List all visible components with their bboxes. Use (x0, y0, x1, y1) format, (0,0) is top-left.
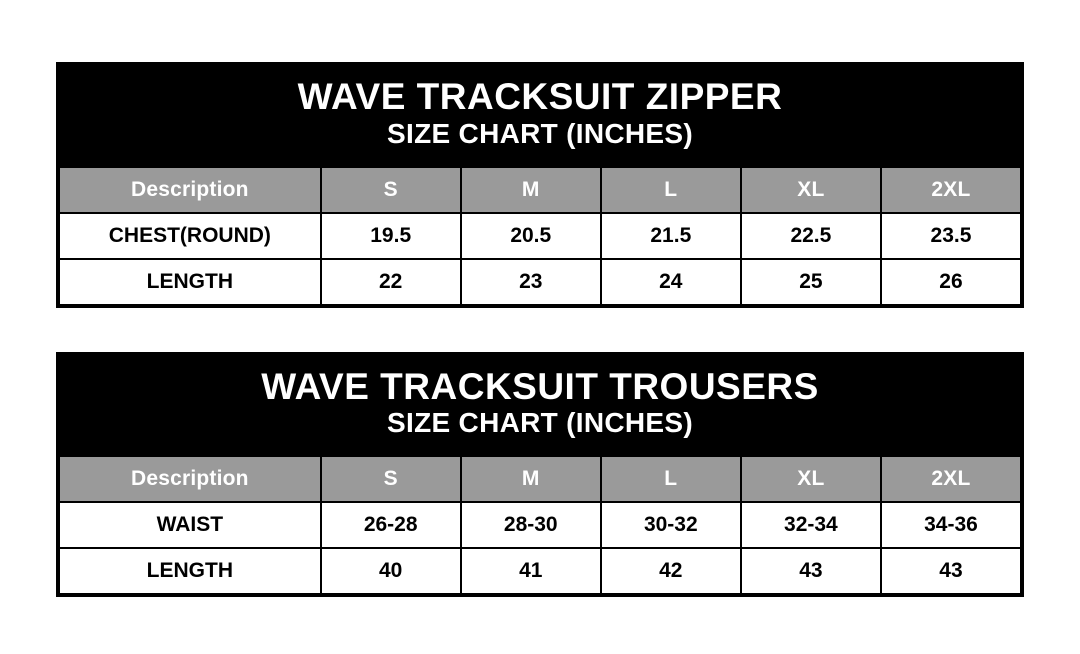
column-header-s: S (321, 456, 461, 502)
cell-waist-l: 30-32 (601, 502, 741, 548)
cell-length-xl: 43 (741, 548, 881, 594)
size-chart-zipper (56, 62, 1024, 308)
column-header-l: L (601, 167, 741, 213)
row-label-length: LENGTH (59, 548, 321, 594)
table-row (59, 259, 1021, 305)
cell-length-s: 40 (321, 548, 461, 594)
cell-length-s: 22 (321, 259, 461, 305)
trousers-chart-subtitle: SIZE CHART (INCHES) (387, 407, 693, 439)
trousers-chart-header (58, 354, 1022, 456)
cell-chest-2xl: 23.5 (881, 213, 1021, 259)
table-row (59, 502, 1021, 548)
trousers-size-table (58, 455, 1022, 595)
zipper-chart-header (58, 64, 1022, 166)
trousers-chart-title: WAVE TRACKSUIT TROUSERS (261, 365, 819, 407)
cell-length-2xl: 26 (881, 259, 1021, 305)
row-label-length: LENGTH (59, 259, 321, 305)
cell-waist-s: 26-28 (321, 502, 461, 548)
cell-chest-xl: 22.5 (741, 213, 881, 259)
column-header-m: M (461, 167, 601, 213)
cell-length-l: 24 (601, 259, 741, 305)
cell-waist-xl: 32-34 (741, 502, 881, 548)
column-header-2xl: 2XL (881, 167, 1021, 213)
zipper-chart-subtitle: SIZE CHART (INCHES) (387, 117, 693, 149)
table-row (59, 213, 1021, 259)
zipper-chart-title: WAVE TRACKSUIT ZIPPER (297, 76, 783, 117)
column-header-l: L (601, 456, 741, 502)
column-header-xl: XL (741, 456, 881, 502)
cell-chest-s: 19.5 (321, 213, 461, 259)
cell-waist-m: 28-30 (461, 502, 601, 548)
cell-length-m: 41 (461, 548, 601, 594)
zipper-size-table (58, 166, 1022, 306)
row-label-waist: WAIST (59, 502, 321, 548)
column-header-s: S (321, 167, 461, 213)
table-header-row (59, 167, 1021, 213)
cell-length-2xl: 43 (881, 548, 1021, 594)
cell-length-m: 23 (461, 259, 601, 305)
cell-chest-l: 21.5 (601, 213, 741, 259)
size-chart-trousers (56, 352, 1024, 598)
column-header-m: M (461, 456, 601, 502)
column-header-xl: XL (741, 167, 881, 213)
column-header-description: Description (59, 167, 321, 213)
cell-length-l: 42 (601, 548, 741, 594)
cell-length-xl: 25 (741, 259, 881, 305)
column-header-description: Description (59, 456, 321, 502)
row-label-chest: CHEST(ROUND) (59, 213, 321, 259)
table-row (59, 548, 1021, 594)
column-header-2xl: 2XL (881, 456, 1021, 502)
cell-waist-2xl: 34-36 (881, 502, 1021, 548)
table-header-row (59, 456, 1021, 502)
cell-chest-m: 20.5 (461, 213, 601, 259)
